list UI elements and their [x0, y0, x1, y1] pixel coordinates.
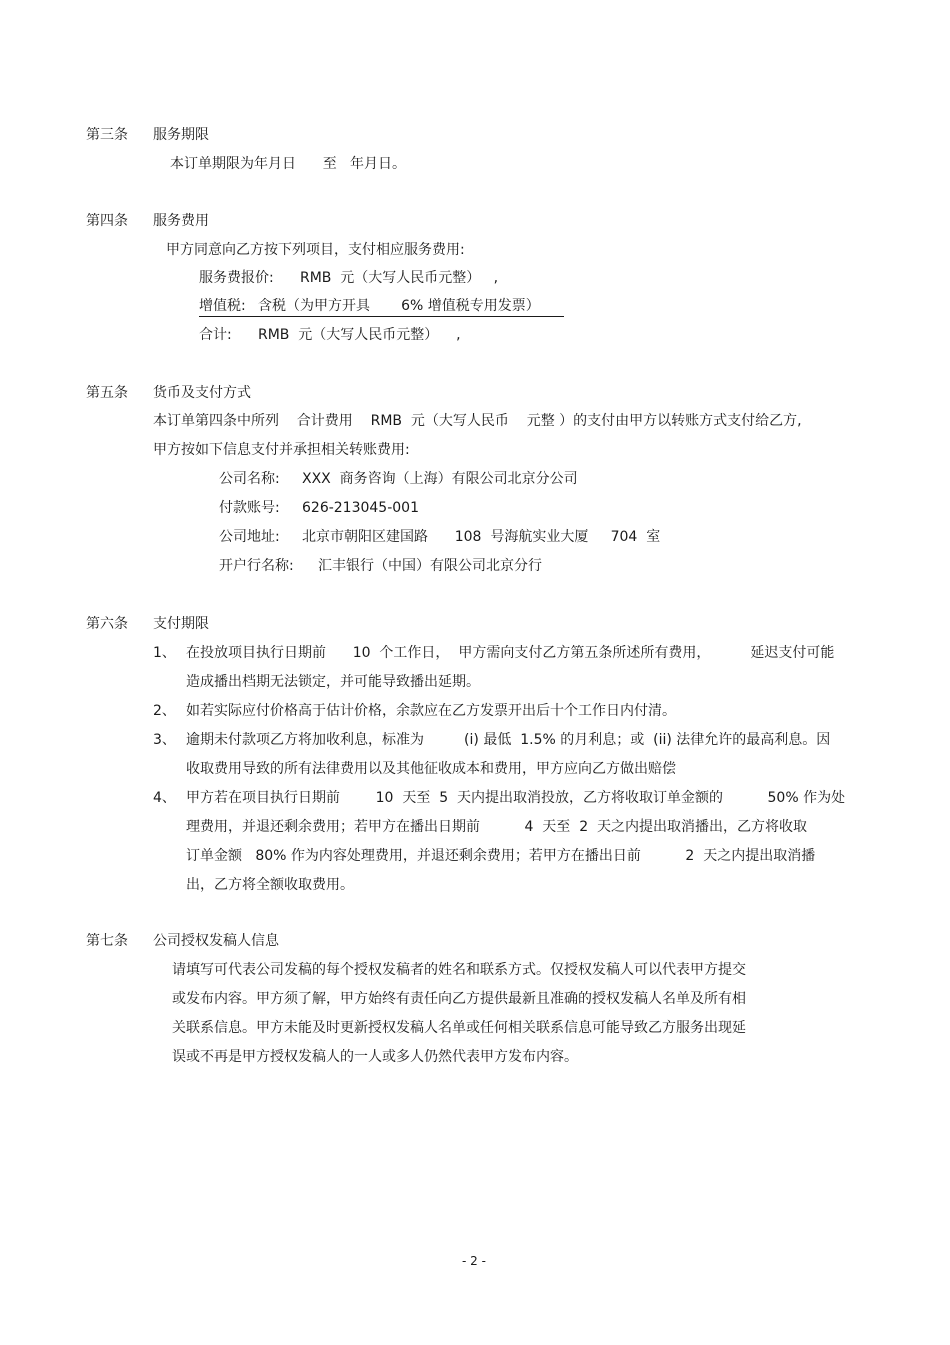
article4-title: 服务费用 — [153, 213, 209, 229]
list-item-line: 如若实际应付价格高于估计价格，余款应在乙方发票开出后十个工作日内付清。 — [186, 703, 676, 719]
article7-line: 请填写可代表公司发稿的每个授权发稿者的姓名和联系方式。仅授权发稿人可以代表甲方提交 — [172, 962, 746, 978]
page-number: - 2 - — [462, 1254, 486, 1268]
article3-line1: 本订单期限为年月日 至 年月日。 — [170, 156, 407, 172]
article5-line1: 本订单第四条中所列 合计费用 RMB 元（大写人民币 元整 ）的支付由甲方以转账方式支付给乙方, — [153, 413, 802, 429]
list-item-number: 2、 — [153, 703, 176, 719]
article4-intro: 甲方同意向乙方按下列项目，支付相应服务费用: — [166, 242, 465, 258]
list-item-line: 在投放项目执行日期前 10 个工作日， 甲方需向支付乙方第五条所述所有费用， 延迟支付可能 — [186, 645, 835, 661]
address-value: 北京市朝阳区建国路 108 号海航实业大厦 704 室 — [302, 529, 661, 545]
article4-fee-value: RMB 元（大写人民币元整） , — [300, 270, 499, 286]
article4-total-label: 合计: — [199, 327, 232, 343]
list-item-number: 1、 — [153, 645, 176, 661]
article6-number: 第六条 — [86, 616, 128, 632]
account-label: 付款账号: — [219, 500, 280, 516]
article7-line: 或发布内容。甲方须了解，甲方始终有责任向乙方提供最新且准确的授权发稿人名单及所有相 — [172, 991, 746, 1007]
list-item-line: 订单金额 80% 作为内容处理费用，并退还剩余费用；若甲方在播出日前 2 天之内提出取消播 — [186, 848, 816, 864]
account-value: 626-213045-001 — [302, 500, 419, 516]
article4-tax-value: 含税（为甲方开具 6% 增值税专用发票） — [258, 298, 540, 314]
list-item-line: 理费用，并退还剩余费用；若甲方在播出日期前 4 天至 2 天之内提出取消播出，乙方将收取 — [186, 819, 808, 835]
address-label: 公司地址: — [219, 529, 280, 545]
tax-underline — [199, 316, 564, 317]
article3-number: 第三条 — [86, 127, 128, 143]
article4-tax-label: 增值税: — [199, 298, 246, 314]
article3-title: 服务期限 — [153, 127, 209, 143]
list-item-line: 收取费用导致的所有法律费用以及其他征收成本和费用，甲方应向乙方做出赔偿 — [186, 761, 676, 777]
article7-line: 关联系信息。甲方未能及时更新授权发稿人名单或任何相关联系信息可能导致乙方服务出现延 — [172, 1020, 746, 1036]
article6-title: 支付期限 — [153, 616, 209, 632]
article5-line2: 甲方按如下信息支付并承担相关转账费用: — [153, 442, 410, 458]
article7-number: 第七条 — [86, 933, 128, 949]
company-name-value: XXX 商务咨询（上海）有限公司北京分公司 — [302, 471, 578, 487]
article4-total-value: RMB 元（大写人民币元整） , — [258, 327, 461, 343]
article5-number: 第五条 — [86, 385, 128, 401]
company-name-label: 公司名称: — [219, 471, 280, 487]
list-item-line: 出，乙方将全额收取费用。 — [186, 877, 354, 893]
list-item-line: 逾期未付款项乙方将加收利息，标准为 (i) 最低 1.5% 的月利息；或 (ii) 法律允许的最高利息。因 — [186, 732, 831, 748]
article7-line: 误或不再是甲方授权发稿人的一人或多人仍然代表甲方发布内容。 — [172, 1049, 578, 1065]
list-item-number: 4、 — [153, 790, 176, 806]
list-item-line: 甲方若在项目执行日期前 10 天至 5 天内提出取消投放，乙方将收取订单金额的 50% 作为处 — [186, 790, 846, 806]
bank-value: 汇丰银行（中国）有限公司北京分行 — [318, 558, 542, 574]
article5-title: 货币及支付方式 — [153, 385, 251, 401]
article4-number: 第四条 — [86, 213, 128, 229]
article7-title: 公司授权发稿人信息 — [153, 933, 279, 949]
article4-fee-label: 服务费报价: — [199, 270, 274, 286]
list-item-number: 3、 — [153, 732, 176, 748]
bank-label: 开户行名称: — [219, 558, 294, 574]
list-item-line: 造成播出档期无法锁定，并可能导致播出延期。 — [186, 674, 480, 690]
